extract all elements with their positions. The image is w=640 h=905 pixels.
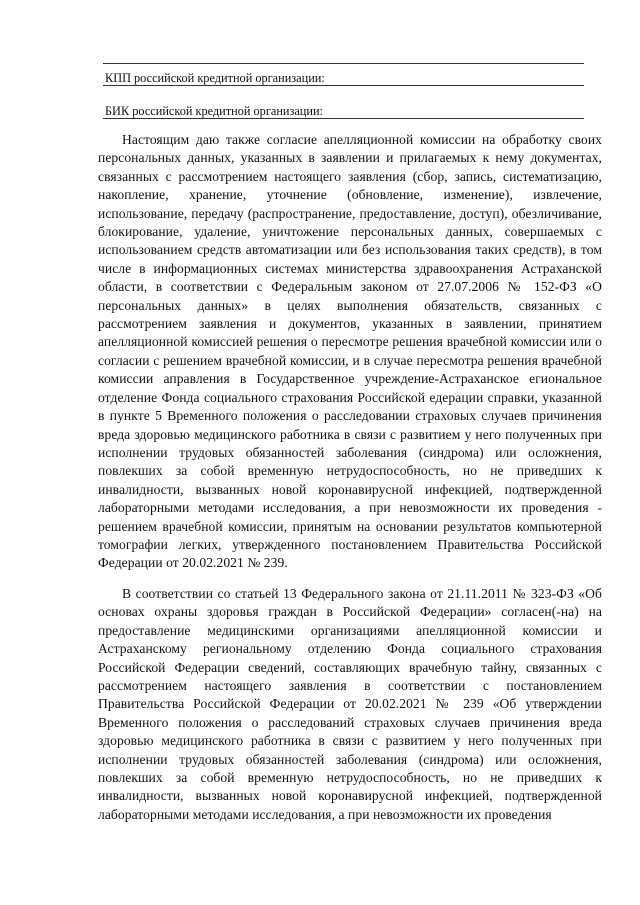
kpp-field-row <box>103 68 584 86</box>
bik-label: БИК российской кредитной организации: <box>105 104 323 118</box>
divider-line <box>103 63 584 64</box>
bik-field-row <box>103 101 584 119</box>
consent-medical-secrecy-paragraph: В соответствии со статьей 13 Федерального закона от 21.11.2011 № 323-ФЗ «Об основах охраны здоровья граждан в Российской Федерации» согласен(-на) на предоставление медицинскими организациями апелляционной комиссии и Астраханскому региональному отделению Фонда социального страхования Российской Федерации сведений, составляющих врачебную тайну, связанных с рассмотрением настоящего заявления в соответствии с постановлением Правительства Российской Федерации от 20.02.2021 № 239 «Об утверждении Временного положения о расследований страховых случаев причинения вреда здоровью медицинского работника в связи с развитием у него полученных при исполнении трудовых обязанностей заболевания (синдрома) или осложнения, повлекших за собой временную нетрудоспособность, но не приведших к инвалидности, вызванных новой коронавирусной инфекцией, подтвержденной лабораторными методами исследования, а при невозможности их проведения <box>98 586 602 822</box>
consent-personal-data-paragraph: Настоящим даю также согласие апелляционной комиссии на обработку своих персональных данных, указанных в заявлении и прилагаемых к нему документах, связанных с рассмотрением настоящего заявления (сбор, запись, систематизацию, накопление, хранение, уточнение (обновление, изменение), извлечение, использование, передачу (распространение, предоставление, доступ), обезличивание, блокирование, удаление, уничтожение персональных данных, совершаемых с использованием средств автоматизации или без использования таких средств), в том числе в информационных системах министерства здравоохранения Астраханской области, в соответствии с Федеральным законом от 27.07.2006 № 152-ФЗ «О персональных данных» в целях выполнения обязательств, связанных с рассмотрением заявления и документов, указанных в заявлении, принятием апелляционной комиссией решения о пересмотре решения врачебной комиссии или о согласии с решением врачебной комиссии, и в случае пересмотра решения врачебной комиссии аправления в Государственное учреждение-Астраханское егиональное отделение Фонда социального страхования Российской едерации справки, указанной в пункте 5 Временного положения о расследовании страховых случаев причинения вреда здоровью медицинского работника в связи с развитием у него полученных при исполнении трудовых обязанностей заболевания (синдрома) или осложнения, повлекших за собой временную нетрудоспособность, но не приведших к инвалидности, вызванных новой коронавирусной инфекцией, подтвержденной лабораторными методами исследования, а при невозможности их проведения - решением врачебной комиссии, принятым на основании результатов компьютерной томографии легких, утвержденного постановлением Правительства Российской Федерации от 20.02.2021 № 239. <box>98 132 602 571</box>
kpp-label: КПП российской кредитной организации: <box>105 71 325 85</box>
